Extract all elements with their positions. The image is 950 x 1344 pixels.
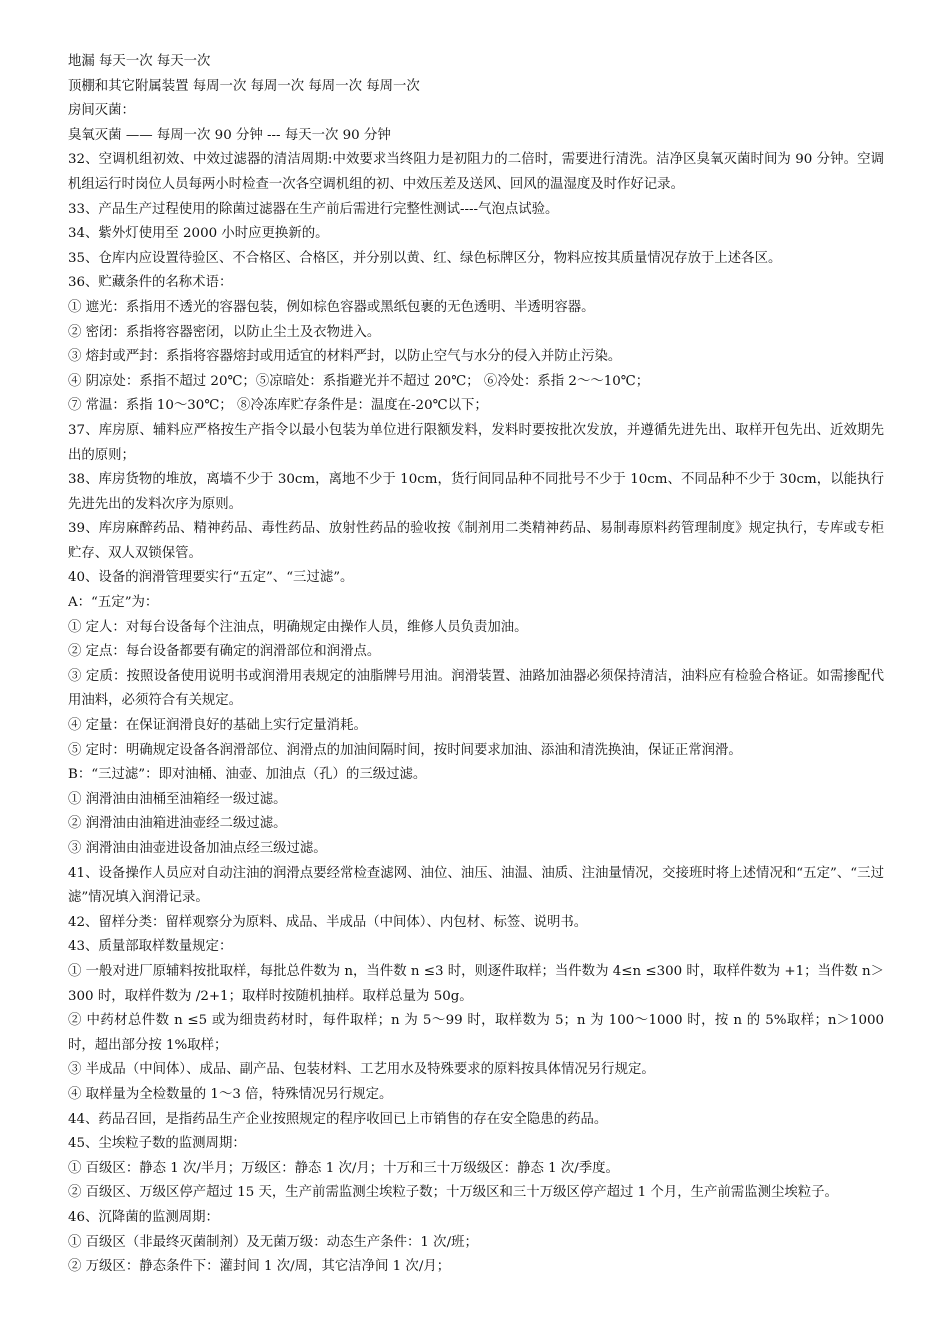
text-line: ① 遮光：系指用不透光的容器包装，例如棕色容器或黑纸包裹的无色透明、半透明容器。 — [68, 299, 595, 315]
text-line: ① 定人：对每台设备每个注油点，明确规定由操作人员，维修人员负责加油。 — [68, 619, 528, 635]
text-line: 顶棚和其它附属装置 每周一次 每周一次 每周一次 每周一次 — [68, 78, 420, 94]
text-line: 42、留样分类：留样观察分为原料、成品、半成品（中间体）、内包材、标签、说明书。 — [68, 914, 588, 930]
text-line: 35、仓库内应设置待验区、不合格区、合格区，并分别以黄、红、绿色标牌区分，物料应按其质量情况存放于上述各区。 — [68, 250, 782, 266]
text-line: ② 密闭：系指将容器密闭，以防止尘土及衣物进入。 — [68, 324, 381, 340]
text-line: ② 万级区：静态条件下：灌封间 1 次/周，其它洁净间 1 次/月； — [68, 1259, 451, 1275]
text-line: 36、贮藏条件的名称术语： — [68, 275, 233, 291]
text-line: ③ 半成品（中间体）、成品、副产品、包装材料、工艺用水及特殊要求的原料按具体情况另行规定。 — [68, 1062, 655, 1078]
text-line: ① 百级区：静态 1 次/半月；万级区：静态 1 次/月；十万和三十万级级区：静态 1 次/季度。 — [68, 1160, 619, 1176]
text-paragraph: 39、库房麻醉药品、精神药品、毒性药品、放射性药品的验收按《制剂用二类精神药品、易制毒原料药管理制度》规定执行，专库或专柜贮存、双人双锁保管。 — [68, 521, 884, 561]
text-paragraph: ② 中药材总件数 n ≤5 或为细贵药材时，每件取样；n 为 5～99 时，取样数为 5；n 为 100～1000 时，按 n 的 5%取样；n＞1000 时，超出部分按 1%取样； — [68, 1013, 885, 1053]
text-paragraph: 41、设备操作人员应对自动注油的润滑点要经常检查滤网、油位、油压、油温、油质、注油量情况，交接班时将上述情况和“五定”、“三过滤”情况填入润滑记录。 — [68, 865, 884, 906]
text-line: ⑦ 常温：系指 10～30℃； ⑧冷冻库贮存条件是：温度在-20℃以下； — [68, 398, 488, 414]
text-line: 34、紫外灯使用至 2000 小时应更换新的。 — [68, 226, 329, 242]
text-line: 33、产品生产过程使用的除菌过滤器在生产前后需进行完整性测试----气泡点试验。 — [68, 201, 559, 217]
text-line: ③ 熔封或严封：系指将容器熔封或用适宜的材料严封，以防止空气与水分的侵入并防止污染。 — [68, 349, 622, 365]
text-line: ④ 取样量为全检数量的 1～3 倍，特殊情况另行规定。 — [68, 1086, 393, 1102]
text-paragraph: 37、库房原、辅料应严格按生产指令以最小包装为单位进行限额发料，发料时要按批次发放，并遵循先进先出、取样开包先出、近效期先出的原则； — [68, 422, 884, 463]
text-paragraph: ③ 定质：按照设备使用说明书或润滑用表规定的油脂牌号用油。润滑装置、油路加油器必须保持清洁，油料应有检验合格证。如需掺配代用油料，必须符合有关规定。 — [68, 668, 884, 709]
text-line: ④ 阴凉处：系指不超过 20℃；⑤凉暗处：系指避光并不超过 20℃； ⑥冷处：系指 2～～10℃； — [68, 373, 650, 389]
text-line: 46、沉降菌的监测周期： — [68, 1209, 219, 1225]
text-line: 地漏 每天一次 每天一次 — [68, 54, 211, 69]
text-line: B：“三过滤”：即对油桶、油壶、加油点（孔）的三级过滤。 — [68, 767, 427, 783]
text-paragraph: ① 一般对进厂原辅料按批取样，每批总件数为 n，当件数 n ≤3 时，则逐件取样；当件数为 4≤n ≤300 时，取样件数为 +1；当件数 n＞300 时，取样件数为 /2+1；取样时按随机抽样。取样总量为 50g。 — [68, 963, 884, 1004]
text-line: ① 百级区（非最终灭菌制剂）及无菌万级：动态生产条件：1 次/班； — [68, 1234, 478, 1250]
text-line: ② 百级区、万级区停产超过 15 天，生产前需监测尘埃粒子数；十万级区和三十万级区停产超过 1 个月，生产前需监测尘埃粒子。 — [68, 1185, 838, 1201]
text-line: 44、药品召回，是指药品生产企业按照规定的程序收回已上市销售的存在安全隐患的药品。 — [68, 1111, 608, 1127]
text-line: 房间灭菌： — [68, 103, 135, 119]
text-paragraph: 38、库房货物的堆放，离墙不少于 30cm，离地不少于 10cm，货行间同品种不同批号不少于 10cm、不同品种不少于 30cm，以能执行先进先出的发料次序为原则。 — [68, 472, 884, 512]
text-line: ① 润滑油由油桶至油箱经一级过滤。 — [68, 791, 287, 807]
text-line: ② 润滑油由油箱进油壶经二级过滤。 — [68, 816, 287, 832]
text-line: ③ 润滑油由油壶进设备加油点经三级过滤。 — [68, 841, 327, 856]
text-line: ② 定点：每台设备都要有确定的润滑部位和润滑点。 — [68, 644, 381, 660]
text-line: ⑤ 定时：明确规定设备各润滑部位、润滑点的加油间隔时间，按时间要求加油、添油和清洗换油，保证正常润滑。 — [68, 742, 742, 758]
text-line: A：“五定”为： — [68, 595, 159, 611]
text-paragraph: 32、空调机组初效、中效过滤器的清洁周期:中效要求当终阻力是初阻力的二倍时，需要进行清洗。洁净区臭氧灭菌时间为 90 分钟。空调机组运行时岗位人员每两小时检查一次各空调机组的初、中效压差及送风、回风的温湿度及时作好记录。 — [68, 152, 884, 192]
text-line: ④ 定量：在保证润滑良好的基础上实行定量消耗。 — [68, 718, 367, 734]
text-line: 40、设备的润滑管理要实行“五定”、“三过滤”。 — [68, 570, 354, 586]
text-line: 43、质量部取样数量规定： — [68, 939, 233, 955]
text-line: 臭氧灭菌 —— 每周一次 90 分钟 --- 每天一次 90 分钟 — [68, 127, 391, 143]
text-line: 45、尘埃粒子数的监测周期： — [68, 1136, 246, 1152]
